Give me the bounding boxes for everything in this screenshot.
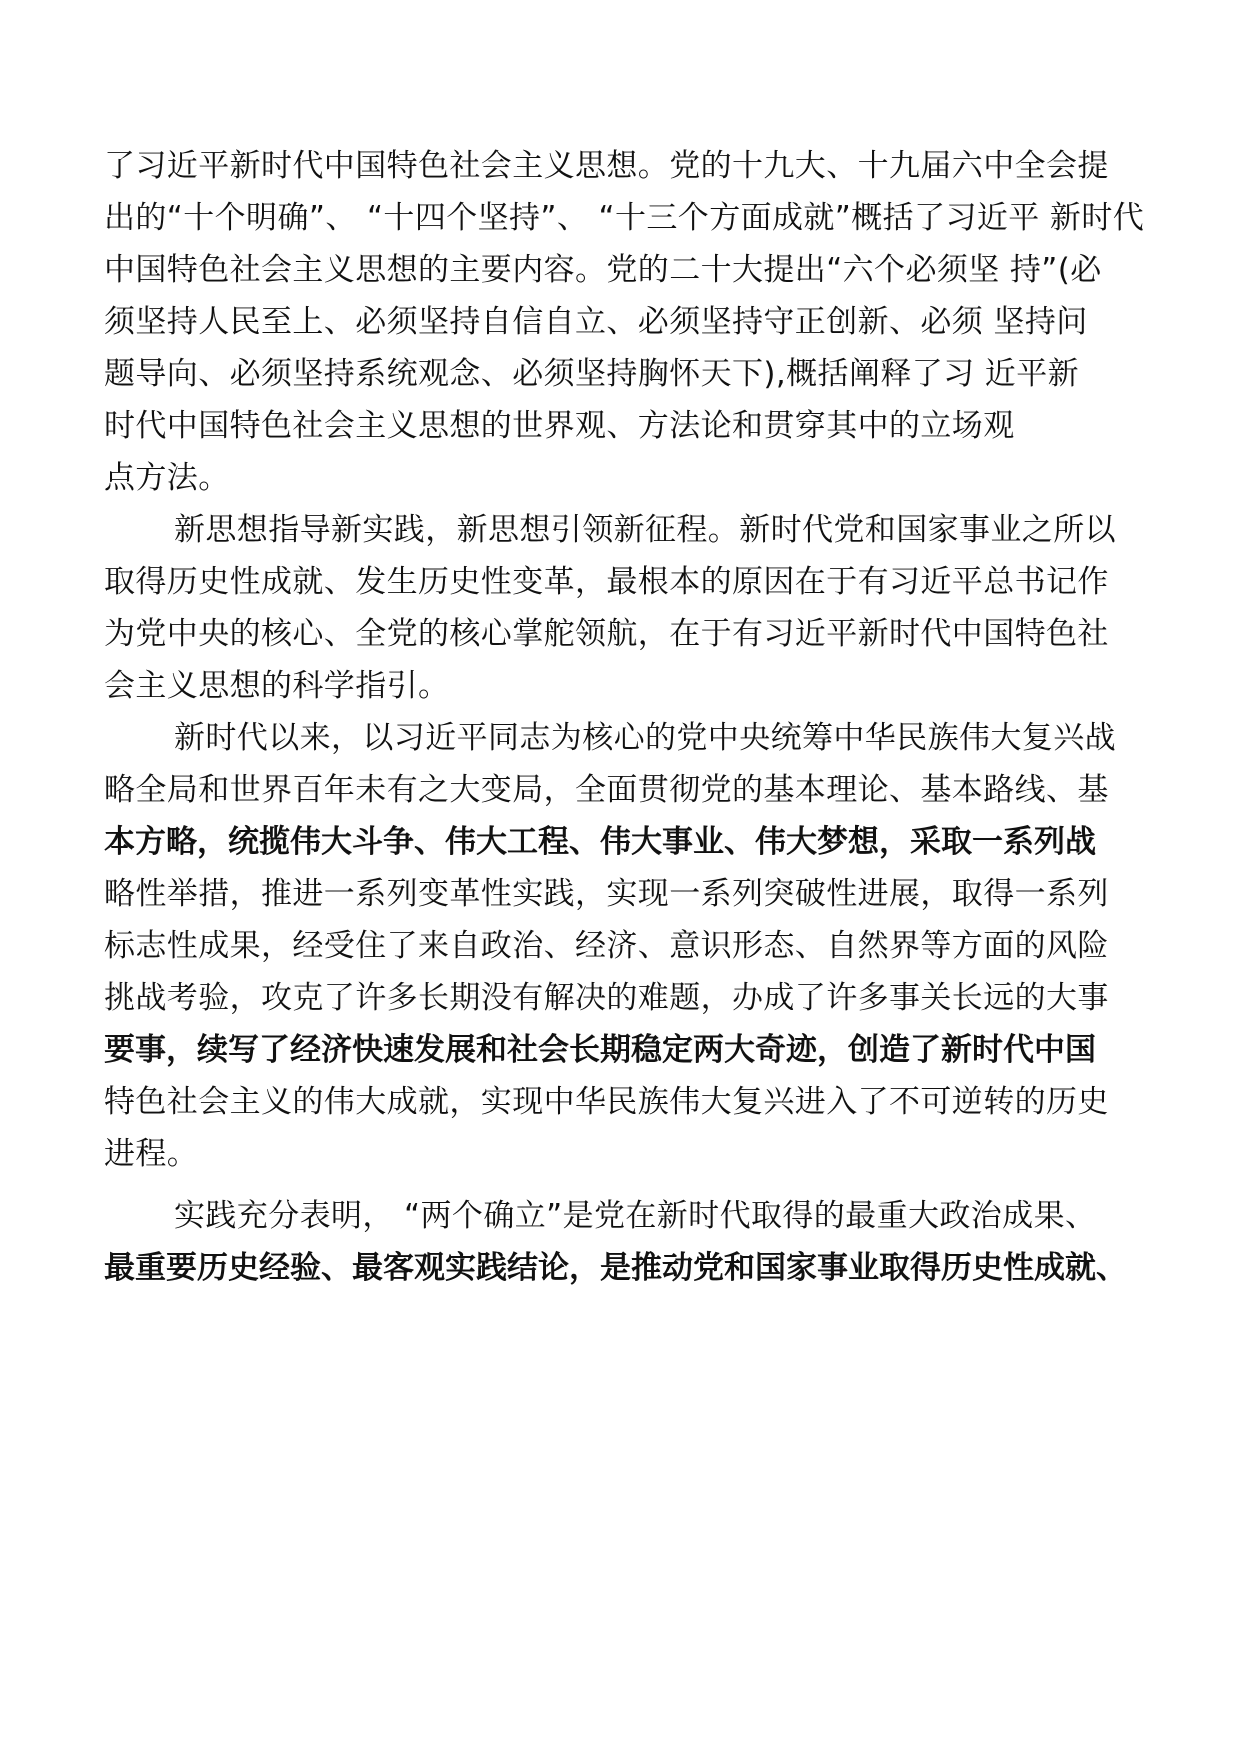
paragraph-start-line: 实践充分表明， “两个确立”是党在新时代取得的最重大政治成果、 — [174, 1198, 1097, 1234]
text-line: 中国特色社会主义思想的主要内容。党的二十大提出“六个必须坚 持”(必 — [104, 252, 1102, 288]
text-line: 进程。 — [104, 1136, 199, 1172]
text-line: 本方略，统揽伟大斗争、伟大工程、伟大事业、伟大梦想，采取一系列战 — [104, 824, 1096, 860]
text-line: 会主义思想的科学指引。 — [104, 668, 450, 704]
paragraph-start-line: 新思想指导新实践，新思想引领新征程。新时代党和国家事业之所以 — [174, 512, 1116, 548]
text-line: 出的“十个明确”、 “十四个坚持”、 “十三个方面成就”概括了习近平 新时代 — [104, 200, 1145, 236]
text-line: 题导向、必须坚持系统观念、必须坚持胸怀天下),概括阐释了习 近平新 — [104, 356, 1079, 392]
text-line: 最重要历史经验、最客观实践结论，是推动党和国家事业取得历史性成就、 — [104, 1250, 1127, 1286]
text-line: 略性举措，推进一系列变革性实践，实现一系列突破性进展，取得一系列 — [104, 876, 1109, 912]
text-line: 特色社会主义的伟大成就，实现中华民族伟大复兴进入了不可逆转的历史 — [104, 1084, 1109, 1120]
text-line: 了习近平新时代中国特色社会主义思想。党的十九大、十九届六中全会提 — [104, 148, 1109, 184]
text-line: 取得历史性成就、发生历史性变革，最根本的原因在于有习近平总书记作 — [104, 564, 1109, 600]
text-line: 挑战考验，攻克了许多长期没有解决的难题，办成了许多事关长远的大事 — [104, 980, 1109, 1016]
text-line: 要事，续写了经济快速发展和社会长期稳定两大奇迹，创造了新时代中国 — [104, 1032, 1096, 1068]
text-line: 标志性成果，经受住了来自政治、经济、意识形态、自然界等方面的风险 — [104, 928, 1109, 964]
paragraph-start-line: 新时代以来，以习近平同志为核心的党中央统筹中华民族伟大复兴战 — [174, 720, 1116, 756]
text-line: 略全局和世界百年未有之大变局，全面贯彻党的基本理论、基本路线、基 — [104, 772, 1109, 808]
text-line: 点方法。 — [104, 460, 230, 496]
text-line: 为党中央的核心、全党的核心掌舵领航，在于有习近平新时代中国特色社 — [104, 616, 1109, 652]
text-line: 须坚持人民至上、必须坚持自信自立、必须坚持守正创新、必须 坚持问 — [104, 304, 1088, 340]
text-line: 时代中国特色社会主义思想的世界观、方法论和贯穿其中的立场观 — [104, 408, 1015, 444]
